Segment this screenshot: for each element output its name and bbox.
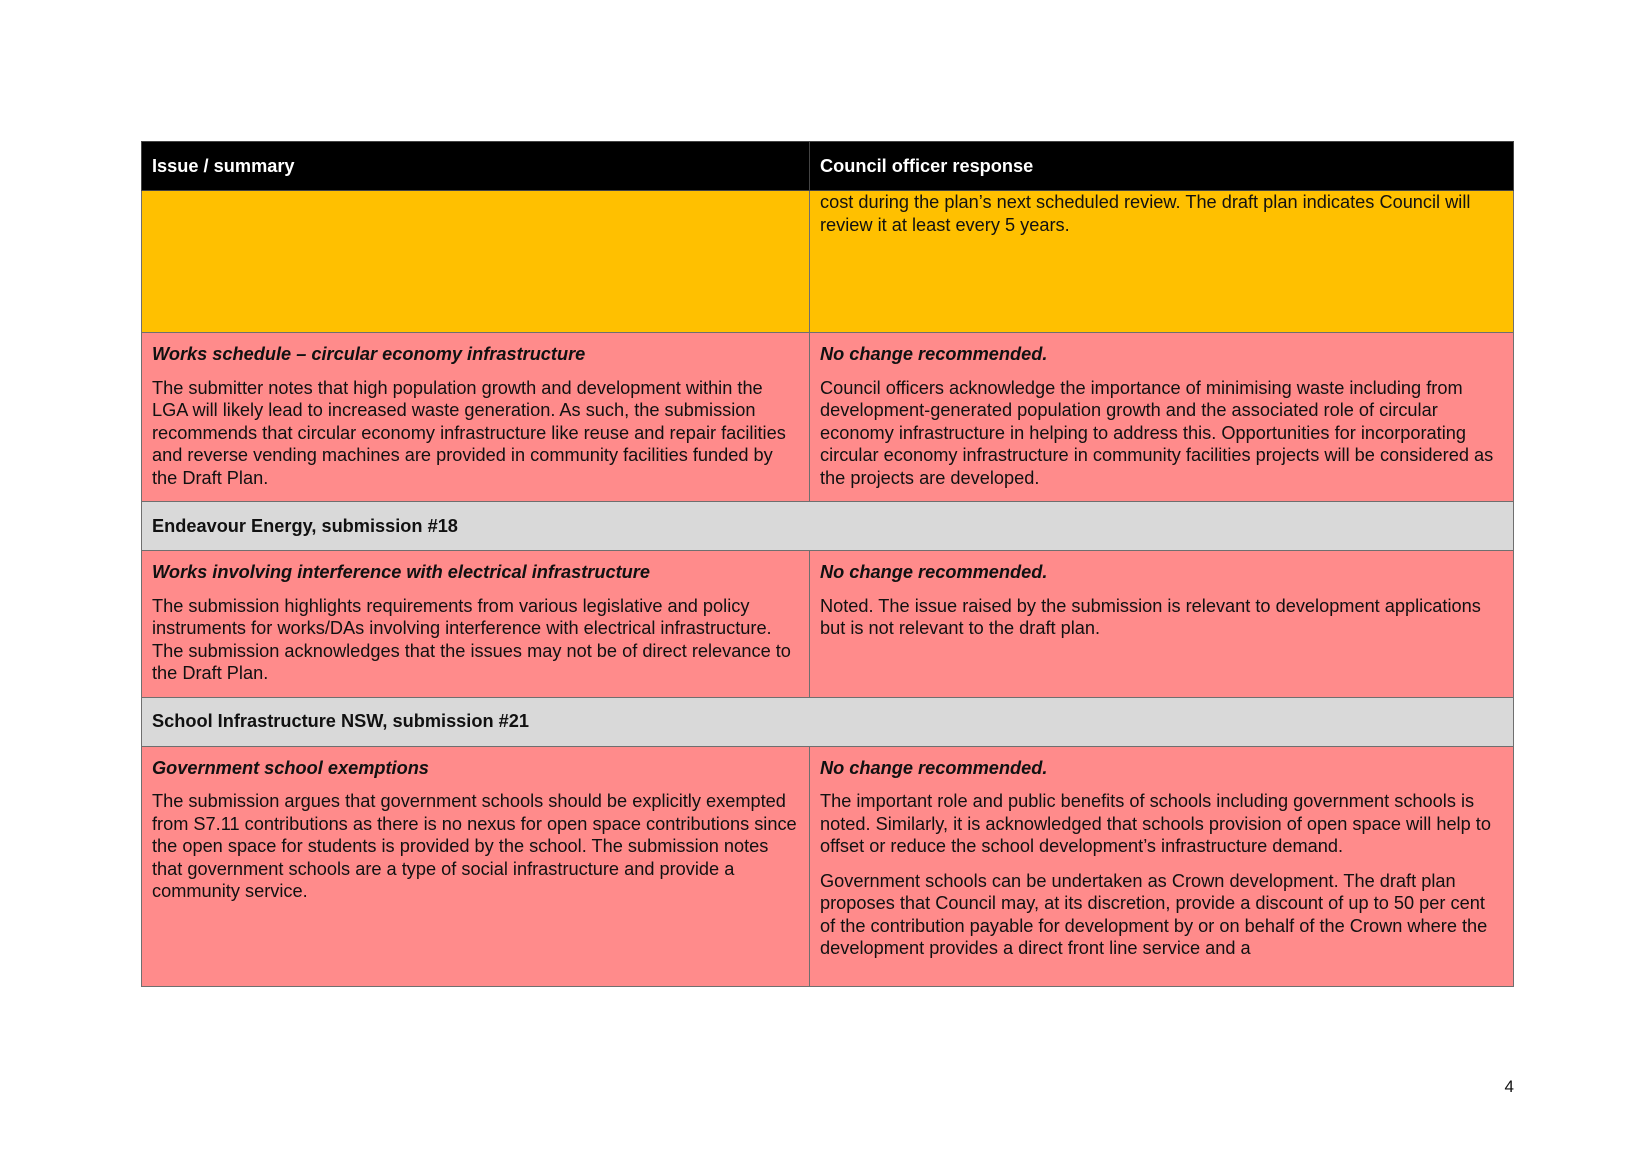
issue-text: The submitter notes that high population growth and development within the LGA will likely lead to increased waste generation. As such, the submission recommends that circular economy infrastructure like reuse and repair facilities and reverse vending machines are provided in community facilities funded by the Draft Plan. [152,377,786,488]
table-row-school-exemptions [142,746,1514,986]
issue-title: Works involving interference with electrical infrastructure [152,562,650,582]
response-title: No change recommended. [820,562,1048,582]
response-text-2: Government schools can be undertaken as Crown development. The draft plan proposes that Council may, at its discretion, provide a discount of up to 50 per cent of the contribution payable for development by or on behalf of the Crown where the development provides a direct front line service and a [820,870,1488,958]
response-cell-content [820,757,1503,976]
table-row-circular-economy [142,333,1514,502]
issue-text: The submission argues that government schools should be explicitly exempted from S7.11 contributions as there is no nexus for open space contributions since the open space for students is provided by the school. The submission notes that government schools are a type of social infrastructure and provide a community service. [152,791,797,901]
issue-cell [142,551,810,698]
issue-title: Government school exemptions [152,757,429,778]
response-text: Council officers acknowledge the importance of minimising waste including from development-generated population growth and the associated role of circular economy infrastructure in helping to address this. Opportunities for incorporating circular economy infrastructure in community facilities projects will be considered as the projects are developed. [820,377,1494,488]
header-council-response: Council officer response [810,142,1514,191]
submissions-table [141,141,1514,987]
issue-cell-content [152,757,799,976]
issue-cell [142,333,810,502]
response-title: No change recommended. [820,344,1048,364]
response-cell [810,746,1514,986]
continued-issue-cell [142,191,810,333]
page-number: 4 [1504,1077,1514,1096]
response-text: Noted. The issue raised by the submission is relevant to development applications but is not relevant to the draft plan. [820,595,1481,638]
response-text-1: The important role and public benefits of schools including government schools is noted. Similarly, it is acknowledged that schools provision of open space will help to offset or reduce the school development’s infrastructure demand. [820,791,1491,856]
header-issue-summary: Issue / summary [142,142,810,191]
response-cell [810,551,1514,698]
issue-text: The submission highlights requirements from various legislative and policy instruments for works/DAs involving interference with electrical infrastructure. The submission acknowledges that the issues may not be of direct relevance to the Draft Plan. [152,595,791,683]
continued-response-cell [810,191,1514,333]
section-row-school-infrastructure [142,697,1514,746]
table-row-electrical [142,551,1514,698]
section-heading: School Infrastructure NSW, submission #21 [142,697,1514,746]
response-title: No change recommended. [820,757,1048,778]
response-cell [810,333,1514,502]
section-row-endeavour-energy [142,502,1514,551]
issue-title: Works schedule – circular economy infrastructure [152,344,586,364]
table-row-continued [142,191,1514,333]
table-header-row [142,142,1514,191]
issue-cell [142,746,810,986]
section-heading: Endeavour Energy, submission #18 [142,502,1514,551]
continued-response-text: cost during the plan’s next scheduled review. The draft plan indicates Council will review it at least every 5 years. [820,192,1471,235]
